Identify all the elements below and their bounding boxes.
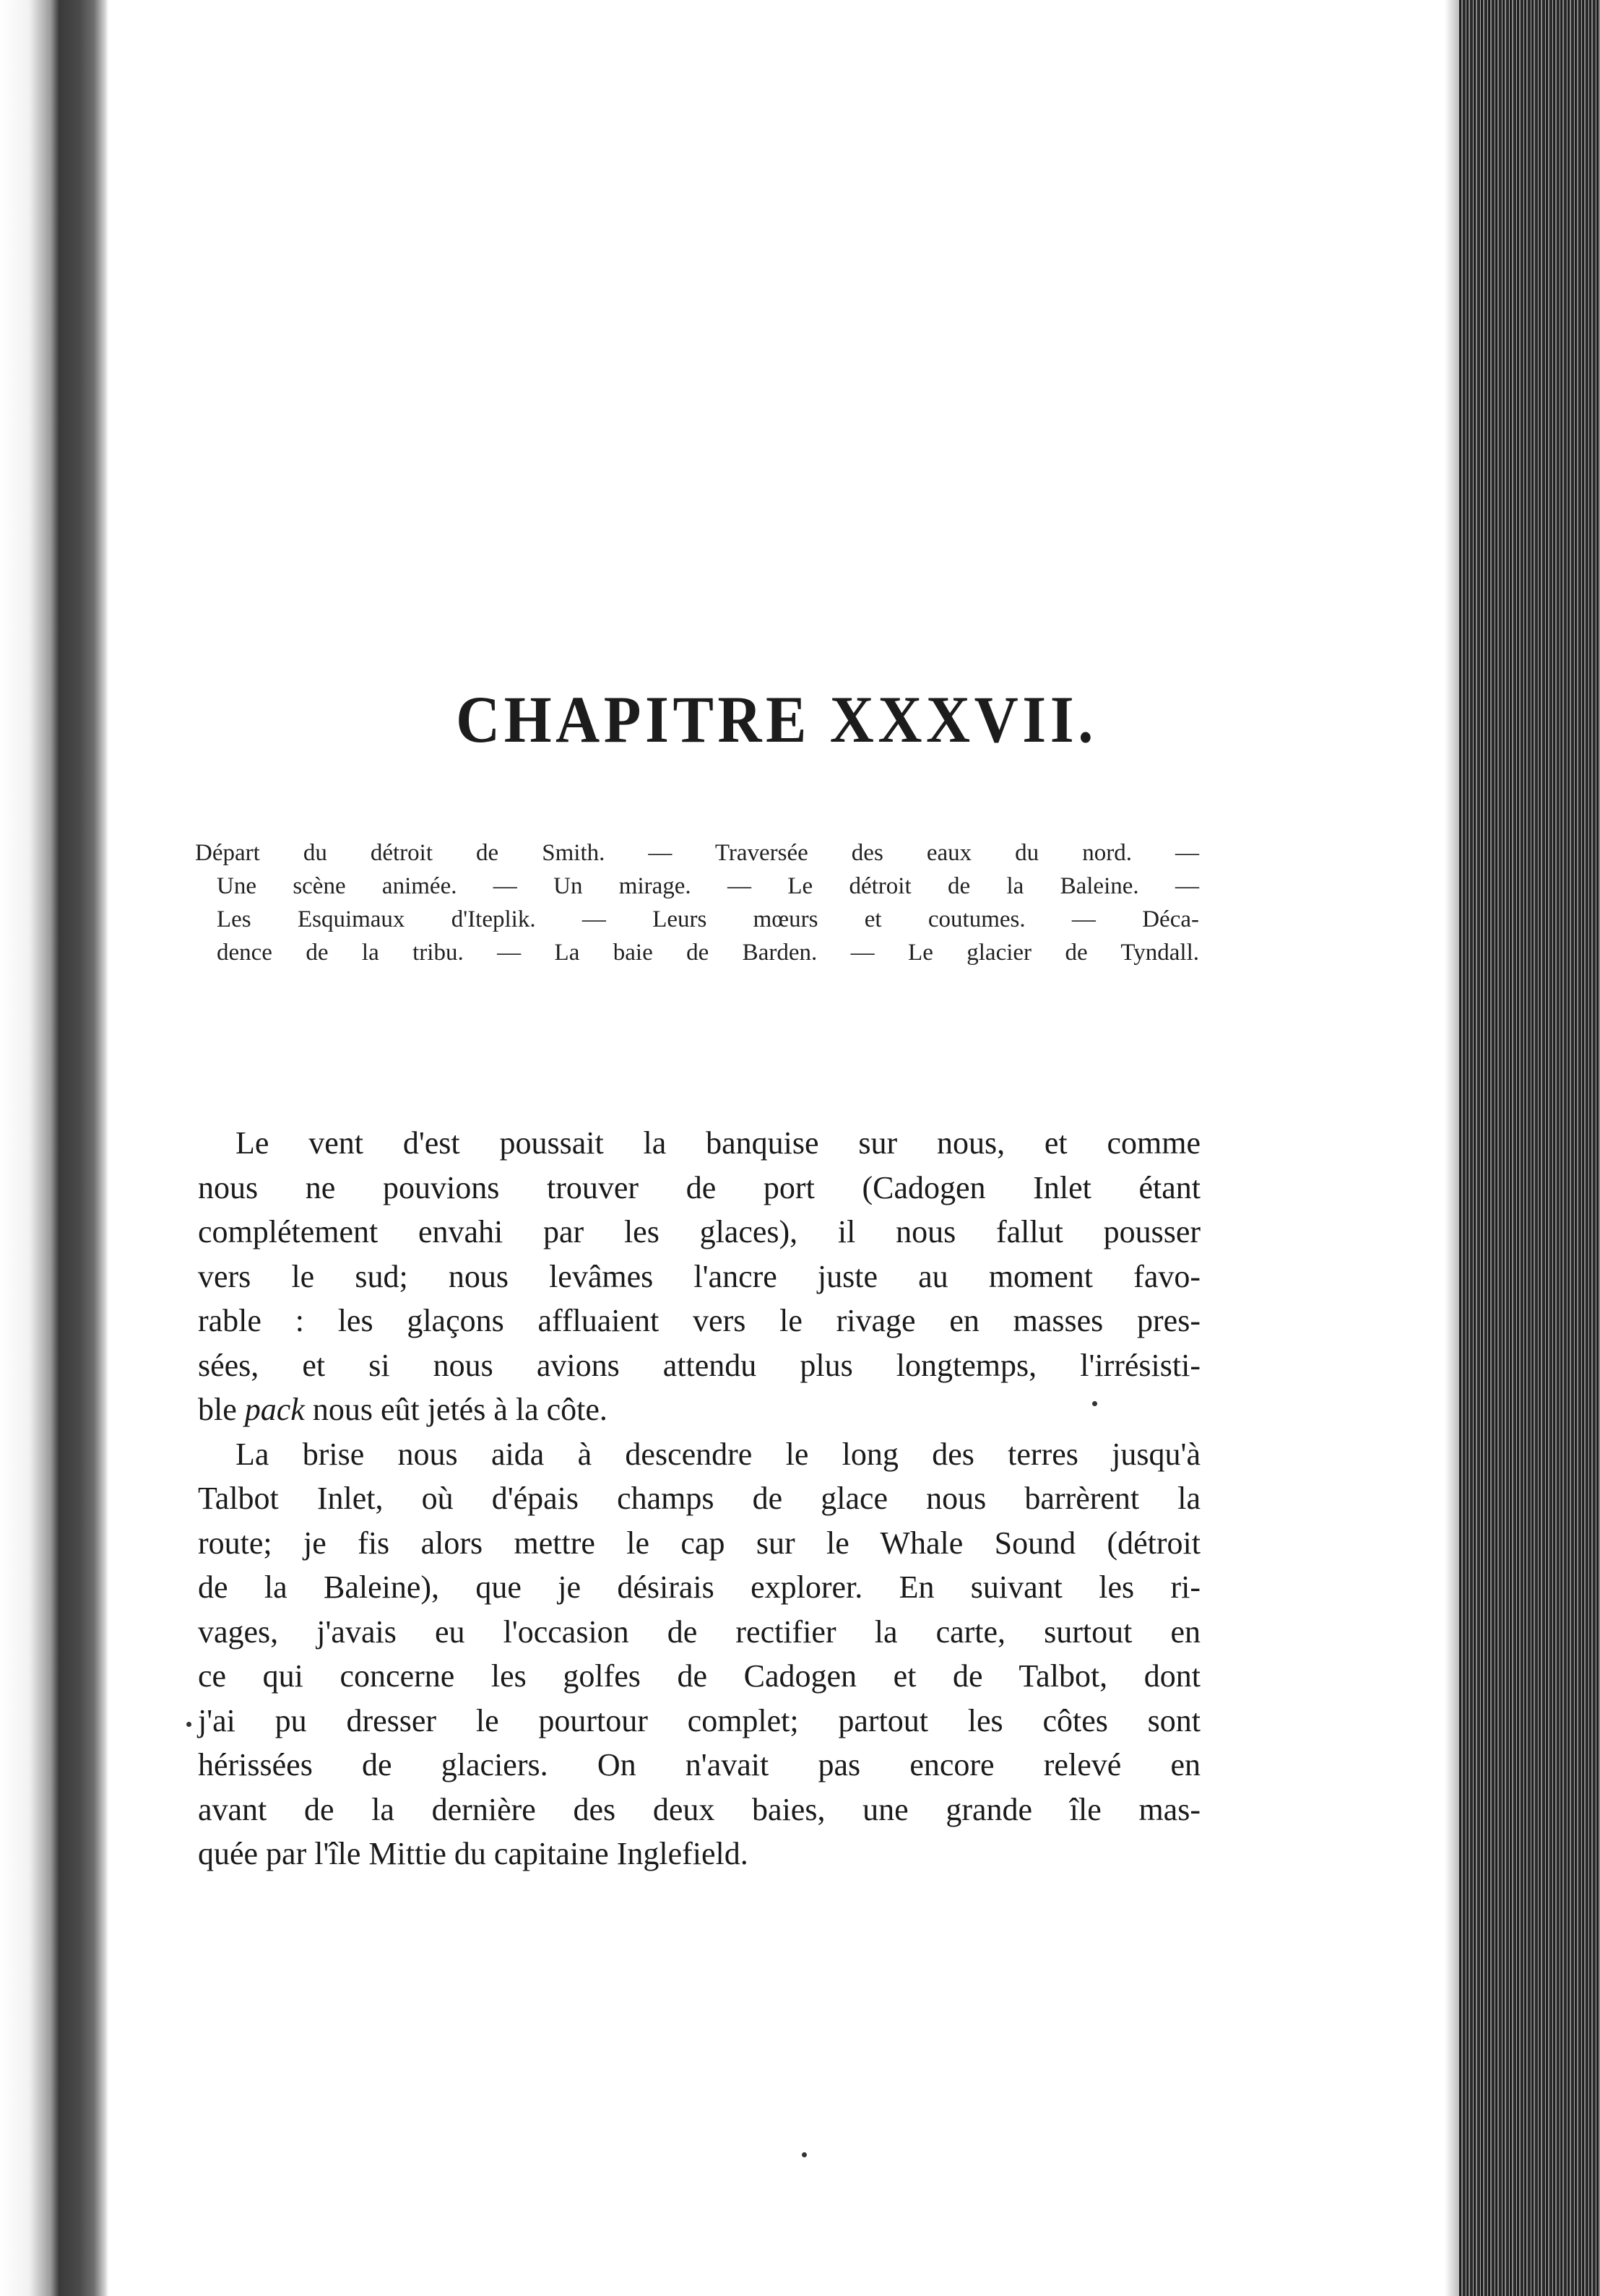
text-fragment: nous eût jetés à la côte. [304,1392,607,1427]
text-line: Le vent d'est poussait la banquise sur nous, et comme [235,1125,1201,1161]
text-line: avant de la dernière des deux baies, une grande île mas- [198,1791,1201,1827]
chapter-title: CHAPITRE XXXVII. [456,683,1097,756]
summary-line: dence de la tribu. — La baie de Barden. — Le glacier de Tyndall. [217,940,1199,966]
summary-line: Les Esquimaux d'Iteplik. — Leurs mœurs et coutumes. — Déca- [217,906,1199,932]
text-line: hérissées de glaciers. On n'avait pas encore relevé en [198,1747,1201,1782]
chapter-summary [195,836,1199,969]
scan-speck [802,2152,807,2157]
text-line: ce qui concerne les golfes de Cadogen et de Talbot, dont [198,1658,1201,1694]
text-line: complétement envahi par les glaces), il nous fallut pousser [198,1214,1201,1249]
scan-speck [1092,1401,1097,1406]
body-text [198,1121,1201,1876]
text-fragment: ble [198,1392,245,1427]
text-line: sées, et si nous avions attendu plus longtemps, l'irrésisti- [198,1347,1201,1383]
italic-word: pack [244,1392,305,1427]
text-line: vers le sud; nous levâmes l'ancre juste au moment favo- [198,1258,1201,1294]
text-line: rable : les glaçons affluaient vers le rivage en masses pres- [198,1303,1201,1338]
summary-line: Départ du détroit de Smith. — Traversée des eaux du nord. — [195,840,1199,866]
scan-left-edge [0,0,108,2296]
text-line: j'ai pu dresser le pourtour complet; partout les côtes sont [198,1702,1201,1738]
text-line: La brise nous aida à descendre le long des terres jusqu'à [235,1436,1201,1472]
paragraph-2 [198,1432,1201,1876]
text-line: Talbot Inlet, où d'épais champs de glace nous barrèrent la [198,1481,1201,1516]
scan-speck [186,1722,191,1727]
text-line: quée par l'île Mittie du capitaine Inglefield. [198,1836,748,1871]
text-line-last [198,1387,1201,1432]
summary-line: Une scène animée. — Un mirage. — Le détroit de la Baleine. — [217,873,1199,899]
book-page [108,0,1445,2296]
text-line: vages, j'avais eu l'occasion de rectifier la carte, surtout en [198,1613,1201,1650]
text-line: de la Baleine), que je désirais explorer. En suivant les ri- [198,1569,1201,1605]
paragraph-1 [198,1121,1201,1432]
text-line: nous ne pouvions trouver de port (Cadogen Inlet étant [198,1169,1201,1205]
scan-right-page-edges [1459,0,1600,2296]
text-line: route; je fis alors mettre le cap sur le Whale Sound (détroit [198,1525,1201,1561]
